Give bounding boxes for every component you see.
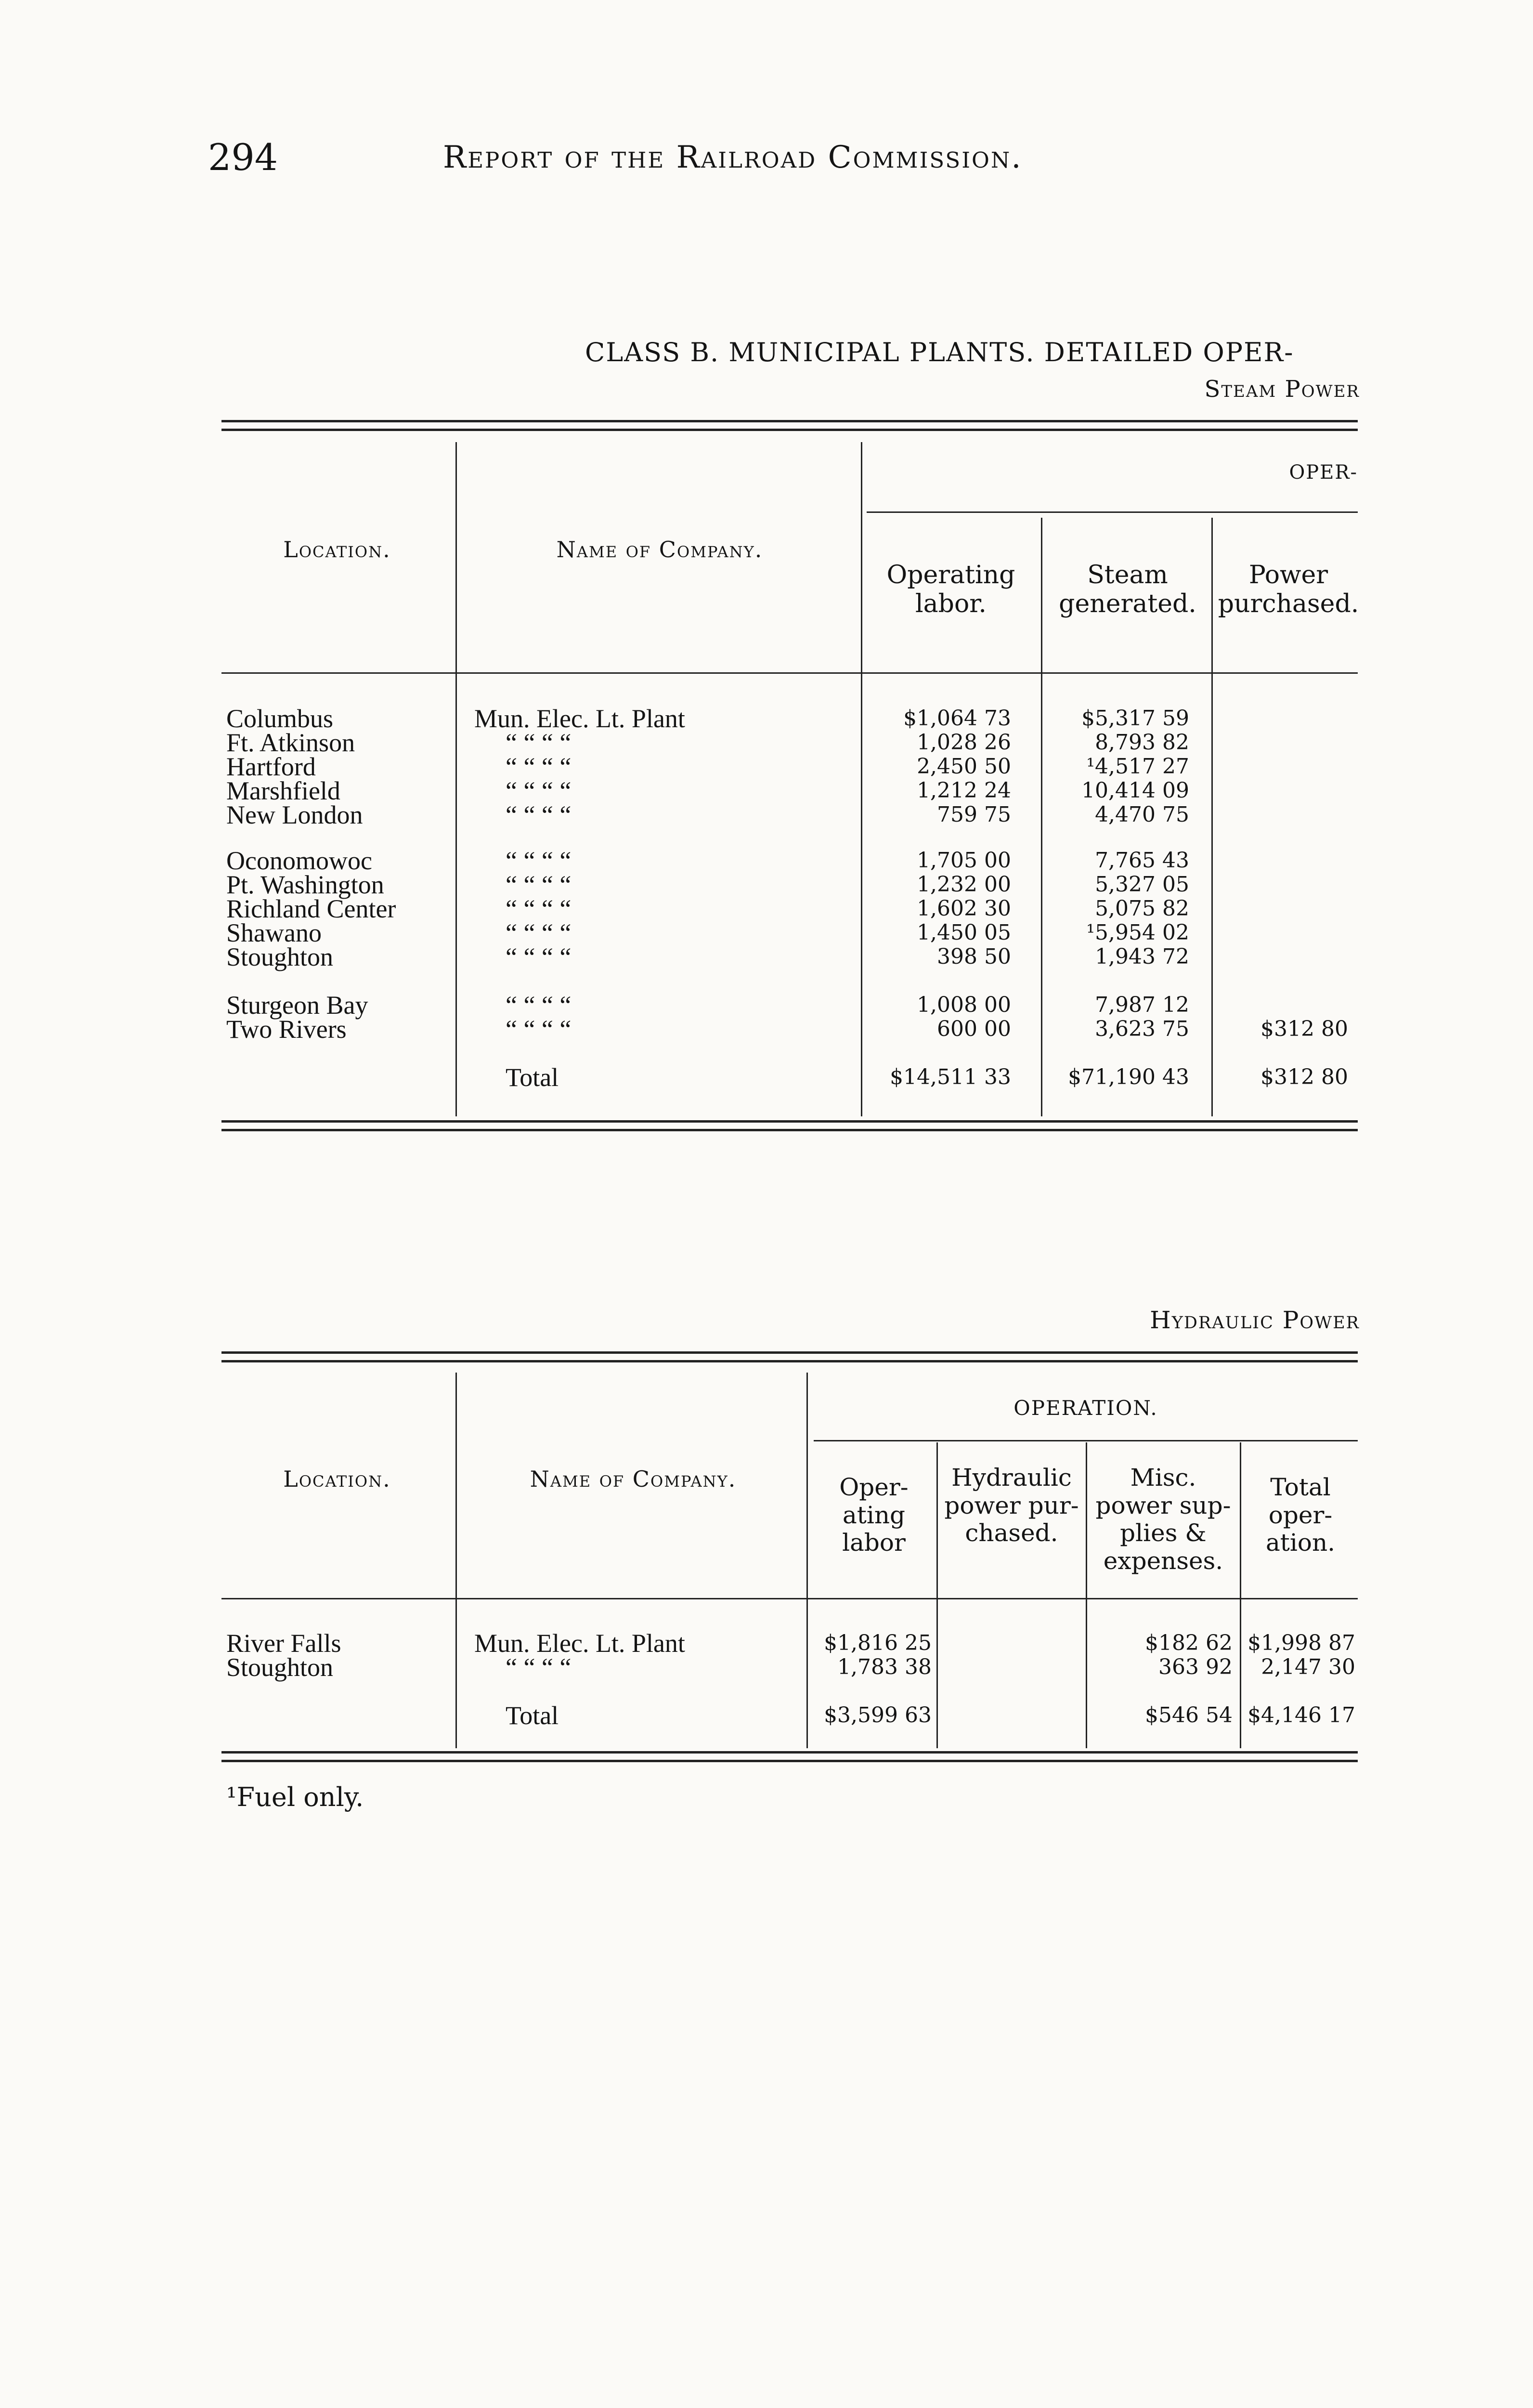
row-power-purchased: $312 80 (1260, 1017, 1348, 1041)
location-header: Location. (283, 537, 391, 563)
row-company: “ “ “ “ (506, 918, 572, 947)
row-operating-labor: 398 50 (937, 944, 1011, 969)
hydraulic-section-title: Hydraulic Power (1150, 1306, 1360, 1334)
table-rule (221, 429, 1358, 431)
row-operating-labor: 759 75 (937, 802, 1011, 827)
row-steam-generated: ¹4,517 27 (1086, 754, 1189, 779)
hydraulic-power-header: Hydraulic power pur- chased. (944, 1464, 1079, 1547)
table-rule (221, 1351, 1358, 1354)
row-steam-generated: ¹5,954 02 (1086, 920, 1189, 945)
row-location: Sturgeon Bay (226, 991, 368, 1020)
row-steam-generated: $5,317 59 (1081, 706, 1189, 731)
row-operating-labor: 1,783 38 (837, 1655, 932, 1679)
row-operating-labor: $1,064 73 (903, 706, 1011, 731)
column-divider (936, 1442, 938, 1748)
row-steam-generated: 5,075 82 (1095, 896, 1189, 921)
total-operation-header: Total oper- ation. (1265, 1473, 1336, 1557)
total-label: Total (506, 1701, 559, 1730)
row-company: Mun. Elec. Lt. Plant (474, 704, 685, 733)
row-company: “ “ “ “ (506, 728, 572, 757)
steam-generated-header: Steam generated. (1059, 561, 1196, 618)
table-rule (221, 1360, 1358, 1362)
column-divider (455, 1373, 457, 1748)
row-company: “ “ “ “ (506, 870, 572, 899)
column-divider (806, 1373, 808, 1748)
operating-labor-header: Operating labor. (886, 561, 1015, 618)
column-divider (861, 442, 862, 1116)
row-company: “ “ “ “ (506, 752, 572, 781)
row-steam-generated: 5,327 05 (1095, 872, 1189, 897)
row-steam-generated: 1,943 72 (1095, 944, 1189, 969)
row-company: “ “ “ “ (506, 894, 572, 923)
operating-labor-header: Oper- ating labor (839, 1473, 909, 1557)
row-location: Ft. Atkinson (226, 728, 355, 757)
header-rule (814, 1440, 1358, 1441)
row-operating-labor: 1,602 30 (917, 896, 1011, 921)
header-bottom-rule (221, 672, 1358, 674)
row-steam-generated: 7,765 43 (1095, 848, 1189, 873)
row-company: “ “ “ “ (506, 800, 572, 829)
column-divider (1086, 1442, 1087, 1748)
power-purchased-header: Power purchased. (1218, 561, 1359, 618)
company-header: Name of Company. (556, 537, 763, 563)
steam-group-header: OPER- (1289, 461, 1358, 484)
row-company: “ “ “ “ (506, 942, 572, 971)
table-rule (221, 1760, 1358, 1762)
row-operating-labor: 1,028 26 (917, 730, 1011, 755)
column-divider (1041, 518, 1042, 1116)
row-steam-generated: 4,470 75 (1095, 802, 1189, 827)
column-divider (455, 442, 457, 1116)
operation-group-header: OPERATION. (1013, 1396, 1158, 1420)
row-location: Two Rivers (226, 1015, 347, 1044)
row-company: “ “ “ “ (506, 991, 572, 1020)
row-location: Columbus (226, 704, 334, 733)
row-location: Hartford (226, 752, 316, 781)
row-operating-labor: 2,450 50 (917, 754, 1011, 779)
row-company: “ “ “ “ (506, 1015, 572, 1044)
row-location: Stoughton (226, 1653, 334, 1682)
row-misc-supplies: $182 62 (1145, 1631, 1233, 1655)
row-location: Shawano (226, 918, 322, 947)
column-divider (1211, 518, 1213, 1116)
row-location: New London (226, 800, 363, 829)
row-company: Mun. Elec. Lt. Plant (474, 1629, 685, 1658)
row-operating-labor: 1,008 00 (917, 993, 1011, 1017)
header-rule (867, 511, 1358, 513)
row-operating-labor: 600 00 (937, 1017, 1011, 1041)
row-steam-generated: 3,623 75 (1095, 1017, 1189, 1041)
class-title: CLASS B. MUNICIPAL PLANTS. DETAILED OPER- (585, 337, 1294, 367)
table-rule (221, 1129, 1358, 1131)
row-location: Oconomowoc (226, 846, 372, 875)
row-steam-generated: 10,414 09 (1081, 778, 1189, 803)
row-company: “ “ “ “ (506, 776, 572, 805)
total-misc-supplies: $546 54 (1145, 1703, 1233, 1727)
row-steam-generated: 7,987 12 (1095, 993, 1189, 1017)
total-steam-generated: $71,190 43 (1068, 1065, 1189, 1089)
column-divider (1240, 1442, 1241, 1748)
row-company: “ “ “ “ (506, 1653, 572, 1682)
row-misc-supplies: 363 92 (1158, 1655, 1233, 1679)
total-operation: $4,146 17 (1247, 1703, 1355, 1727)
row-company: “ “ “ “ (506, 846, 572, 875)
total-power-purchased: $312 80 (1260, 1065, 1348, 1089)
row-location: River Falls (226, 1629, 341, 1658)
total-operating-labor: $3,599 63 (824, 1703, 932, 1727)
misc-supplies-header: Misc. power sup- plies & expenses. (1095, 1464, 1231, 1575)
row-operating-labor: 1,705 00 (917, 848, 1011, 873)
footnote: ¹Fuel only. (226, 1782, 364, 1812)
table-rule (221, 1751, 1358, 1754)
row-operating-labor: 1,450 05 (917, 920, 1011, 945)
total-label: Total (506, 1063, 559, 1092)
row-operating-labor: 1,212 24 (917, 778, 1011, 803)
row-location: Richland Center (226, 894, 396, 923)
row-total-operation: $1,998 87 (1247, 1631, 1355, 1655)
row-operating-labor: 1,232 00 (917, 872, 1011, 897)
table-rule (221, 420, 1358, 422)
total-operating-labor: $14,511 33 (890, 1065, 1011, 1089)
row-location: Marshfield (226, 776, 340, 805)
page-number: 294 (208, 136, 278, 179)
company-header: Name of Company. (530, 1466, 737, 1492)
row-total-operation: 2,147 30 (1261, 1655, 1355, 1679)
row-location: Stoughton (226, 942, 334, 971)
row-location: Pt. Washington (226, 870, 384, 899)
location-header: Location. (283, 1466, 391, 1492)
running-title: Report of the Railroad Commission. (443, 140, 1023, 175)
steam-section-title: Steam Power (1204, 376, 1360, 403)
table-rule (221, 1120, 1358, 1123)
header-bottom-rule (221, 1598, 1358, 1599)
row-steam-generated: 8,793 82 (1095, 730, 1189, 755)
row-operating-labor: $1,816 25 (824, 1631, 932, 1655)
